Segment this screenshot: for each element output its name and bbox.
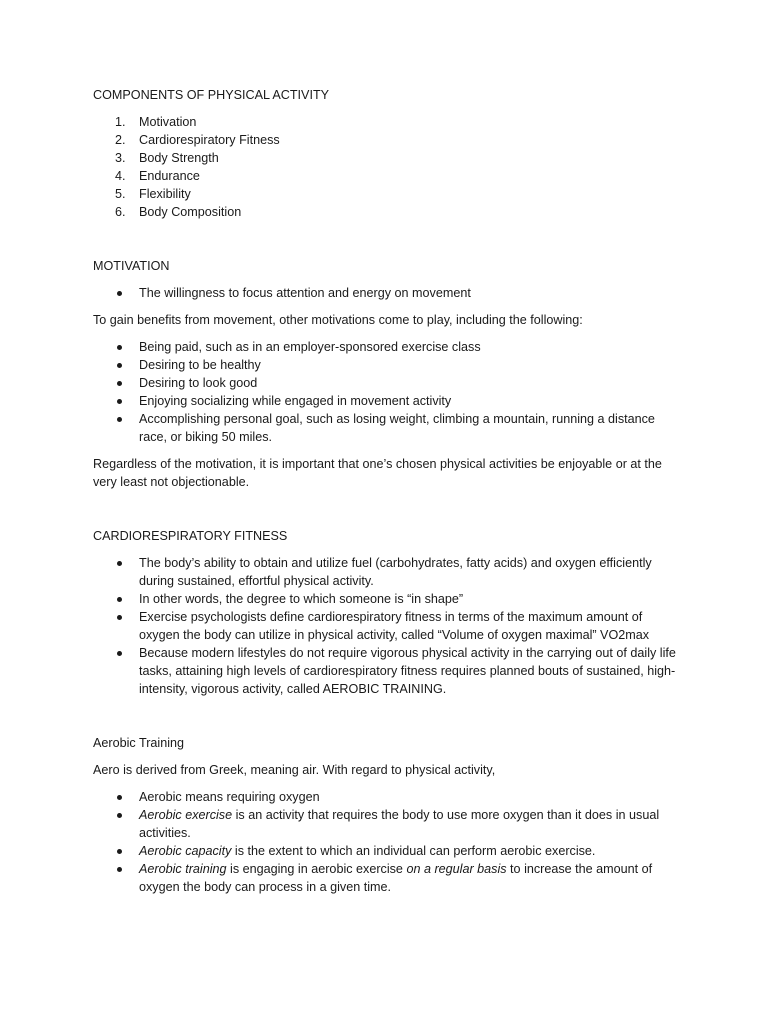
list-item: Accomplishing personal goal, such as losing weight, climbing a mountain, running a distance race, or biking 50 miles.: [93, 410, 683, 446]
list-item-text: Body Composition: [139, 205, 242, 219]
term: Aerobic exercise: [139, 808, 233, 822]
list-item-text: Motivation: [139, 115, 197, 129]
motivation-closing: Regardless of the motivation, it is important that one’s chosen physical activities be enjoyable or at the very least not objectionable.: [93, 457, 662, 489]
list-item-text: Endurance: [139, 169, 200, 183]
motivation-heading: MOTIVATION: [93, 259, 170, 273]
list-number: 6.: [115, 205, 126, 219]
definition-text: is an activity that requires the body to use more oxygen than it does in usual activities.: [139, 808, 660, 840]
list-number: 2.: [115, 133, 126, 147]
list-number: 3.: [115, 151, 126, 165]
list-item: [93, 149, 683, 167]
list-item: The body’s ability to obtain and utilize fuel (carbohydrates, fatty acids) and oxygen efficiently during sustained, effortful physical activity.: [93, 554, 683, 590]
aerobic-bullets: [93, 788, 683, 896]
list-number: 4.: [115, 169, 126, 183]
motivation-intro: To gain benefits from movement, other motivations come to play, including the following:: [93, 313, 583, 327]
definition-text: is the extent to which an individual can perform aerobic exercise.: [231, 844, 596, 858]
list-item: [93, 203, 683, 221]
list-number: 5.: [115, 187, 126, 201]
list-item-text: Cardiorespiratory Fitness: [139, 133, 280, 147]
term: Aerobic capacity: [139, 844, 232, 858]
list-item: The willingness to focus attention and energy on movement: [93, 284, 683, 302]
list-item-text: Flexibility: [139, 187, 191, 201]
list-item: Desiring to be healthy: [93, 356, 683, 374]
list-item: [93, 860, 683, 896]
list-item: [93, 185, 683, 203]
list-item: [93, 842, 683, 860]
motivation-definition-list: [93, 284, 683, 302]
list-item: [93, 113, 683, 131]
components-list: [93, 113, 683, 221]
cardio-bullets: [93, 554, 683, 698]
list-item: In other words, the degree to which someone is “in shape”: [93, 590, 683, 608]
cardio-heading: CARDIORESPIRATORY FITNESS: [93, 529, 288, 543]
list-item: Desiring to look good: [93, 374, 683, 392]
list-item: Aerobic means requiring oxygen: [93, 788, 683, 806]
definition-text: to increase the amount of oxygen the body can process in a given time.: [139, 862, 653, 894]
definition-text: is engaging in aerobic exercise: [226, 862, 407, 876]
list-item-text: Body Strength: [139, 151, 219, 165]
list-item: Exercise psychologists define cardiorespiratory fitness in terms of the maximum amount of oxygen the body can utilize in physical activity, called “Volume of oxygen maximal” VO2max: [93, 608, 683, 644]
motivation-bullets: [93, 338, 683, 446]
list-item: [93, 806, 683, 842]
components-heading: COMPONENTS OF PHYSICAL ACTIVITY: [93, 88, 330, 102]
list-item: Enjoying socializing while engaged in movement activity: [93, 392, 683, 410]
list-item: Because modern lifestyles do not require vigorous physical activity in the carrying out of daily life tasks, attaining high levels of cardiorespiratory fitness requires planned bouts of sustained, high-intensity, vigorous activity, called AEROBIC TRAINING.: [93, 644, 683, 698]
list-item: [93, 167, 683, 185]
term: Aerobic training: [139, 862, 227, 876]
list-item: [93, 131, 683, 149]
document-page: [93, 86, 683, 896]
aerobic-heading: Aerobic Training: [93, 736, 185, 750]
list-item: Being paid, such as in an employer-sponsored exercise class: [93, 338, 683, 356]
list-number: 1.: [115, 115, 126, 129]
emphasis: on a regular basis: [406, 862, 507, 876]
aerobic-intro: Aero is derived from Greek, meaning air. With regard to physical activity,: [93, 763, 496, 777]
